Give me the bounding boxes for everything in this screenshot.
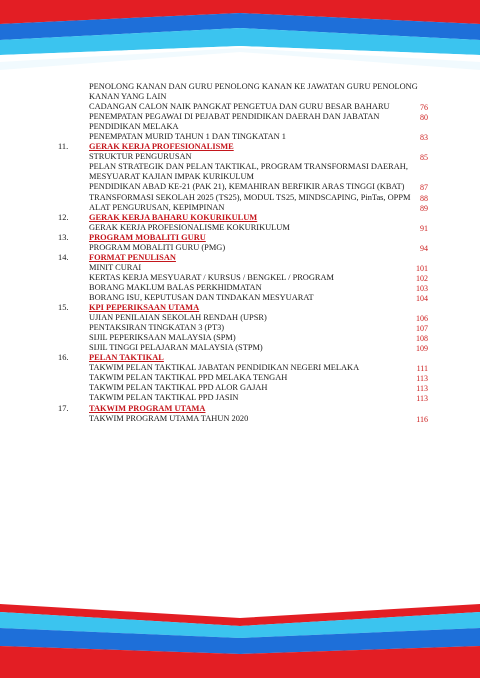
toc-entry [58, 393, 428, 403]
toc-entry [58, 102, 428, 112]
toc-entry [58, 313, 428, 323]
toc-section-number [58, 383, 89, 393]
toc-entry-title: MINIT CURAI [89, 262, 142, 272]
toc-page-number: 80 [420, 113, 428, 123]
toc-entry-title: PENOLONG KANAN DAN GURU PENOLONG KANAN KE JAWATAN GURU PENOLONG KANAN YANG LAIN [89, 82, 418, 102]
toc-entry [58, 333, 428, 343]
toc-entry [58, 293, 428, 303]
toc-page-number: 103 [416, 283, 428, 293]
toc-page-number: 85 [420, 153, 428, 163]
toc-entry-title: BORANG MAKLUM BALAS PERKHIDMATAN [89, 282, 262, 292]
header-banner [0, 0, 480, 80]
toc-page-number: 111 [416, 364, 428, 374]
toc-section-number: 13. [58, 232, 69, 242]
toc-entry-title: SIJIL PEPERIKSAAN MALAYSIA (SPM) [89, 333, 236, 343]
toc-page-number: 113 [416, 384, 428, 394]
toc-section-number [58, 203, 89, 213]
toc-page-number: 94 [420, 243, 428, 253]
toc-section-number [58, 283, 89, 293]
toc-section-number: 17. [58, 403, 69, 413]
toc-page-number: 83 [420, 133, 428, 143]
toc-page-number: 87 [420, 183, 428, 193]
toc-section-number: 12. [58, 212, 69, 222]
toc-entry [58, 383, 428, 393]
toc-section-number [58, 102, 89, 112]
toc-entry-title: TAKWIM PELAN TAKTIKAL PPD ALOR GAJAH [89, 383, 268, 393]
toc-entry [58, 162, 428, 182]
toc-entry [58, 363, 428, 373]
toc-page-number: 116 [416, 414, 428, 424]
toc-entry-title: TAKWIM PELAN TAKTIKAL PPD MELAKA TENGAH [89, 373, 288, 383]
toc-entry [58, 203, 428, 213]
footer-banner [0, 598, 480, 678]
toc-page-number: 89 [420, 203, 428, 213]
toc-section-number [58, 343, 89, 353]
toc-section-number [58, 363, 89, 373]
toc-entry-title: KPI PEPERIKSAAN UTAMA [89, 303, 200, 313]
toc-section-number [58, 414, 89, 424]
toc-section-heading [58, 404, 428, 414]
toc-page-number: 113 [416, 374, 428, 384]
toc-entry-title: PENTAKSIRAN TINGKATAN 3 (PT3) [89, 323, 225, 333]
toc-entry-title: PELAN TAKTIKAL [89, 353, 164, 363]
toc-section-heading [58, 303, 428, 313]
toc-section-heading [58, 213, 428, 223]
toc-entry [58, 132, 428, 142]
toc-section-number [58, 82, 89, 102]
toc-entry-title: GERAK KERJA PROFESIONALISME [89, 142, 234, 152]
toc-entry [58, 273, 428, 283]
toc-entry-title: TAKWIM PROGRAM UTAMA TAHUN 2020 [89, 413, 249, 423]
toc-entry-title: PROGRAM MOBALITI GURU (PMG) [89, 242, 226, 252]
toc-entry [58, 152, 428, 162]
toc-entry-title: FORMAT PENULISAN [89, 252, 176, 262]
toc-page-number: 107 [416, 324, 428, 334]
toc-section-number: 11. [58, 142, 69, 152]
toc-page-number: 76 [420, 103, 428, 113]
toc-section-number [58, 152, 89, 162]
toc-entry-title: PENEMPATAN PEGAWAI DI PEJABAT PENDIDIKAN DAERAH DAN JABATAN PENDIDIKAN MELAKA [89, 112, 380, 132]
toc-section-number [58, 313, 89, 323]
toc-section-number [58, 293, 89, 303]
toc-page-number: 88 [420, 193, 428, 203]
toc-section-number [58, 223, 89, 233]
toc-entry-title: TAKWIM PROGRAM UTAMA [89, 403, 206, 413]
toc-entry [58, 193, 428, 203]
toc-entry-title: PELAN STRATEGIK DAN PELAN TAKTIKAL, PROGRAM TRANSFORMASI DAERAH, MESYUARAT KAJIAN IMPAK KURIKULUM [89, 162, 408, 182]
toc-entry-title: SIJIL TINGGI PELAJARAN MALAYSIA (STPM) [89, 343, 263, 353]
toc-entry-title: GERAK KERJA BAHARU KOKURIKULUM [89, 212, 258, 222]
toc-entry [58, 182, 428, 192]
toc-entry-title: KERTAS KERJA MESYUARAT / KURSUS / BENGKEL / PROGRAM [89, 272, 334, 282]
toc-page-number: 109 [416, 344, 428, 354]
toc-entry [58, 343, 428, 353]
toc-entry-title: TAKWIM PELAN TAKTIKAL PPD JASIN [89, 393, 239, 403]
toc-section-number [58, 112, 89, 132]
toc-entry [58, 373, 428, 383]
toc-section-heading [58, 233, 428, 243]
toc-page-number: 106 [416, 314, 428, 324]
toc-section-number [58, 182, 89, 192]
toc-entry [58, 414, 428, 424]
toc-entry-title: BORANG ISU, KEPUTUSAN DAN TINDAKAN MESYUARAT [89, 292, 314, 302]
toc-section-number [58, 132, 89, 142]
toc-entry [58, 112, 428, 132]
toc-section-number [58, 373, 89, 383]
toc-section-number: 14. [58, 252, 69, 262]
toc-entry [58, 82, 428, 102]
toc-section-number [58, 162, 89, 182]
toc-section-number: 15. [58, 303, 69, 313]
toc-entry-title: UJIAN PENILAIAN SEKOLAH RENDAH (UPSR) [89, 313, 267, 323]
toc-entry [58, 283, 428, 293]
toc-entry-title: STRUKTUR PENGURUSAN [89, 152, 192, 162]
toc-entry-title: GERAK KERJA PROFESIONALISME KOKURIKULUM [89, 222, 290, 232]
toc-section-heading [58, 253, 428, 263]
toc-entry [58, 263, 428, 273]
table-of-contents [58, 82, 428, 424]
toc-entry-title: TAKWIM PELAN TAKTIKAL JABATAN PENDIDIKAN NEGERI MELAKA [89, 363, 360, 373]
toc-page-number: 113 [416, 394, 428, 404]
toc-page-number: 108 [416, 334, 428, 344]
toc-entry [58, 323, 428, 333]
toc-section-number [58, 273, 89, 283]
toc-entry-title: PENDIDIKAN ABAD KE-21 (PAK 21), KEMAHIRAN BERFIKIR ARAS TINGGI (KBAT) [89, 182, 405, 192]
toc-section-number [58, 333, 89, 343]
toc-section-number: 16. [58, 353, 69, 363]
toc-entry [58, 223, 428, 233]
toc-entry-title: CADANGAN CALON NAIK PANGKAT PENGETUA DAN GURU BESAR BAHARU [89, 102, 390, 112]
toc-entry-title: PENEMPATAN MURID TAHUN 1 DAN TINGKATAN 1 [89, 132, 286, 142]
toc-section-number [58, 243, 89, 253]
toc-page-number: 91 [420, 223, 428, 233]
toc-section-number [58, 393, 89, 403]
toc-section-number [58, 323, 89, 333]
toc-page-number: 104 [416, 293, 428, 303]
toc-entry [58, 243, 428, 253]
toc-section-heading [58, 142, 428, 152]
toc-section-number [58, 193, 89, 203]
toc-section-number [58, 263, 89, 273]
toc-entry-title: TRANSFORMASI SEKOLAH 2025 (TS25), MODUL TS25, MINDSCAPING, PinTas, OPPM [89, 192, 411, 202]
toc-page-number: 102 [416, 273, 428, 283]
toc-entry-title: PROGRAM MOBALITI GURU [89, 232, 206, 242]
toc-section-heading [58, 353, 428, 363]
toc-page-number: 101 [416, 263, 428, 273]
toc-entry-title: ALAT PENGURUSAN, KEPIMPINAN [89, 202, 225, 212]
